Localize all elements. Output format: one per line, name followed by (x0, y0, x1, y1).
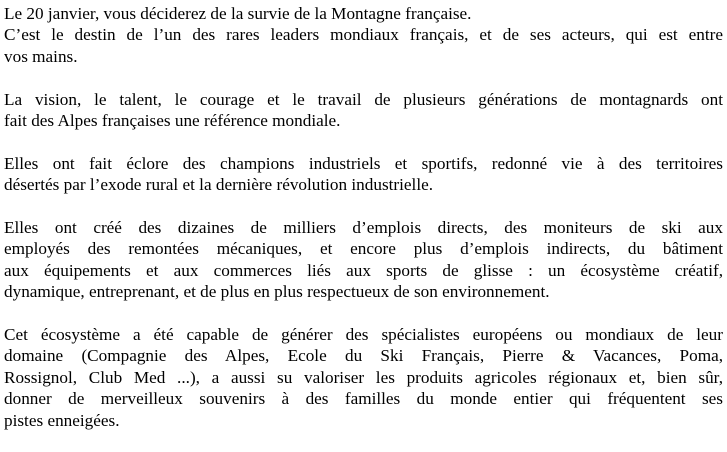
text-line: Elles ont créé des dizaines de milliers d’emplois directs, des moniteurs de ski aux (4, 218, 723, 238)
paragraph-emplois (4, 217, 723, 303)
text-line: Le 20 janvier, vous déciderez de la survie de la Montagne française. (4, 4, 472, 23)
document-body (4, 3, 723, 452)
paragraph-champions (4, 153, 723, 196)
text-line: domaine (Compagnie des Alpes, Ecole du Ski Français, Pierre & Vacances, Poma, (4, 346, 723, 366)
text-line: employés des remontées mécaniques, et encore plus d’emplois indirects, du bâtiment (4, 239, 723, 259)
text-line: donner de merveilleux souvenirs à des familles du monde entier qui fréquentent ses (4, 389, 723, 409)
text-line: aux équipements et aux commerces liés aux sports de glisse : un écosystème créatif, (4, 260, 723, 280)
text-line: Cet écosystème a été capable de générer des spécialistes européens ou mondiaux de leur (4, 325, 723, 345)
text-line: désertés par l’exode rural et la dernière révolution industrielle. (4, 175, 434, 195)
text-line: C’est le destin de l’un des rares leaders mondiaux français, et de ses acteurs, qui est entre (4, 25, 723, 45)
text-line: fait des Alpes françaises une référence mondiale. (4, 111, 341, 131)
text-line: pistes enneigées. (4, 410, 120, 430)
paragraph-ecosysteme (4, 324, 723, 431)
paragraph-intro (4, 3, 723, 67)
text-line: La vision, le talent, le courage et le travail de plusieurs générations de montagnards ont (4, 89, 723, 109)
text-line: Elles ont fait éclore des champions industriels et sportifs, redonné vie à des territoires (4, 153, 723, 173)
text-line: vos mains. (4, 46, 78, 66)
paragraph-vision (4, 89, 723, 132)
text-line: dynamique, entreprenant, et de plus en plus respectueux de son environnement. (4, 282, 550, 302)
text-line: Rossignol, Club Med ...), a aussi su valoriser les produits agricoles régionaux et, bien sûr, (4, 367, 723, 387)
